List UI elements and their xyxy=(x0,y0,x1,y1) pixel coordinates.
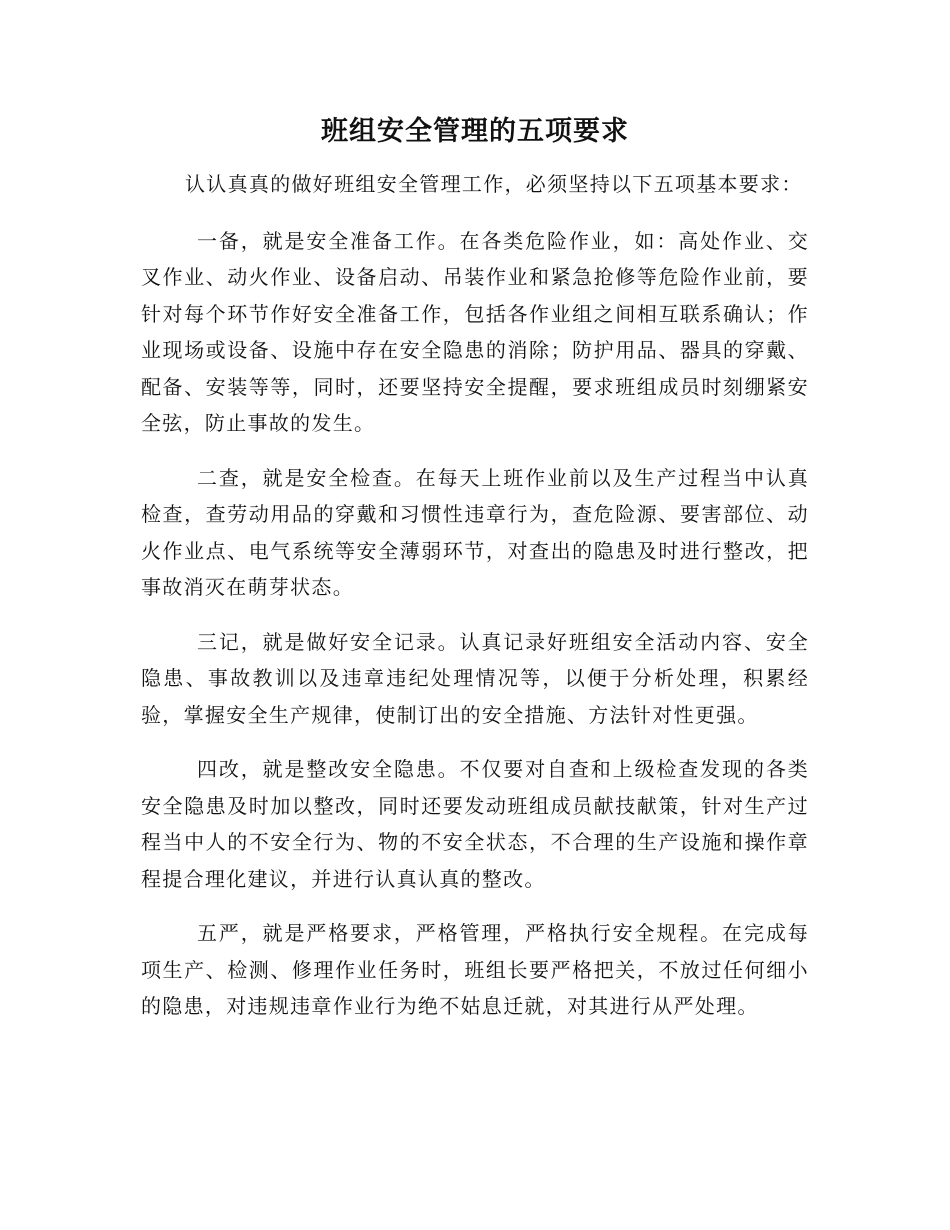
document-body xyxy=(141,166,809,1043)
paragraph-strict: 五严，就是严格要求，严格管理，严格执行安全规程。在完成每项生产、检测、修理作业任务时，班组长要严格把关，不放过任何细小的隐患，对违规违章作业行为绝不姑息迁就，对其进行从严处理。 xyxy=(141,921,809,1018)
paragraph-rectify: 四改，就是整改安全隐患。不仅要对自查和上级检查发现的各类安全隐患及时加以整改，同时还要发动班组成员献技献策，针对生产过程当中人的不安全行为、物的不安全状态，不合理的生产设施和操作章程提合理化建议，并进行认真认真的整改。 xyxy=(141,757,809,891)
paragraph-prepare: 一备，就是安全准备工作。在各类危险作业，如：高处作业、交叉作业、动火作业、设备启动、吊装作业和紧急抢修等危险作业前，要针对每个环节作好安全准备工作，包括各作业组之间相互联系确认；作业现场或设备、设施中存在安全隐患的消除；防护用品、器具的穿戴、配备、安装等等，同时，还要坚持安全提醒，要求班组成员时刻绷紧安全弦，防止事故的发生。 xyxy=(141,228,809,435)
paragraph-inspect: 二查，就是安全检查。在每天上班作业前以及生产过程当中认真检查，查劳动用品的穿戴和习惯性违章行为，查危险源、要害部位、动火作业点、电气系统等安全薄弱环节，对查出的隐患及时进行整改，把事故消灭在萌芽状态。 xyxy=(141,465,809,599)
paragraph-record: 三记，就是做好安全记录。认真记录好班组安全活动内容、安全隐患、事故教训以及违章违纪处理情况等，以便于分析处理，积累经验，掌握安全生产规律，使制订出的安全措施、方法针对性更强。 xyxy=(141,629,809,727)
intro-paragraph: 认认真真的做好班组安全管理工作，必须坚持以下五项基本要求： xyxy=(185,172,803,196)
document-title: 班组安全管理的五项要求 xyxy=(321,116,629,147)
